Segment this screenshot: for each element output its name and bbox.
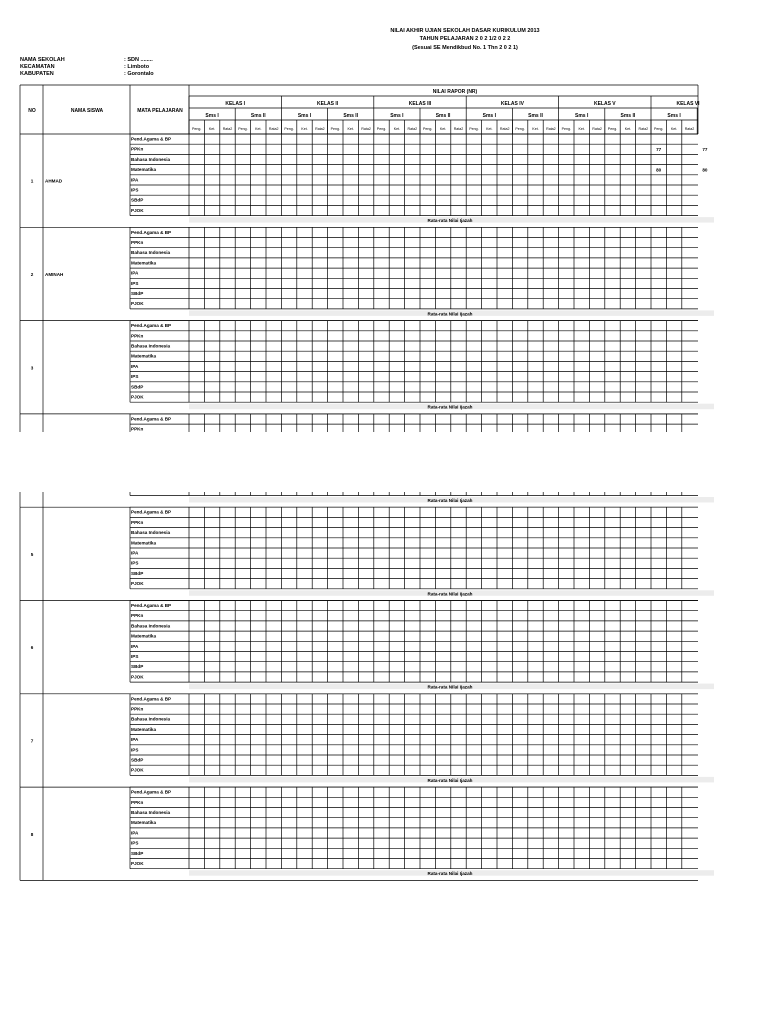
semester-header: Sms II xyxy=(343,113,359,119)
subject-label: PPKn xyxy=(131,706,144,712)
subject-label: Pend.Agama & BP xyxy=(131,323,172,329)
semester-header: Sms I xyxy=(390,113,404,119)
subcol-header: Rata2 xyxy=(268,127,279,131)
semester-header: Sms I xyxy=(482,113,496,119)
subcol-header: Rata2 xyxy=(684,127,695,131)
subject-label: PJOK xyxy=(131,207,144,213)
subcol-header: Ket. xyxy=(486,127,493,131)
subject-label: PPKn xyxy=(131,426,144,432)
subject-label: Matematika xyxy=(131,167,157,173)
page-break xyxy=(0,902,768,958)
report-title: NILAI AKHIR UJIAN SEKOLAH DASAR KURIKULUM 2013 xyxy=(390,28,540,34)
student-no: 3 xyxy=(30,365,34,371)
subject-label: IPS xyxy=(131,187,139,193)
subcol-header: Rata2 xyxy=(546,127,556,131)
subject-label: Pend.Agama & BP xyxy=(131,509,172,515)
subject-label: SBdP xyxy=(131,664,144,670)
subcol-header: Peng. xyxy=(422,127,433,131)
nr-header: NILAI RAPOR (NR) xyxy=(432,89,478,95)
subject-label: PJOK xyxy=(131,581,144,587)
class-header: KELAS IV xyxy=(500,101,524,107)
subcol-header: Peng. xyxy=(561,127,572,131)
subject-label: IPS xyxy=(131,840,139,846)
subject-label: IPS xyxy=(131,280,139,286)
regulation-reference: (Sesuai SE Mendikbud No. 1 Thn 2 0 2 1) xyxy=(412,45,518,51)
subcol-header: Ket. xyxy=(301,127,308,131)
school-name-value: SDN ........ xyxy=(127,57,153,63)
student-name: AHMAD xyxy=(45,178,63,184)
subcol-header: Ket. xyxy=(208,127,216,131)
rata-rata-label: Rata-rata Nilai Ijazah xyxy=(427,684,473,690)
subject-label: IPA xyxy=(131,830,139,836)
school-name-label: NAMA SEKOLAH xyxy=(20,57,65,63)
regency-value: Gorontalo xyxy=(127,71,154,77)
subject-label: SBdP xyxy=(131,757,144,763)
regency-label: KABUPATEN xyxy=(20,71,54,77)
class-header: KELAS II xyxy=(317,101,339,107)
subject-label: Pend.Agama & BP xyxy=(131,603,172,608)
subject-label: SBdP xyxy=(131,850,144,856)
school-name-row: NAMA SEKOLAH : SDN ........ xyxy=(20,57,153,63)
rata-rata-label: Rata-rata Nilai Ijazah xyxy=(427,591,473,597)
subject-label: PPKn xyxy=(131,613,144,619)
subject-label: IPA xyxy=(131,737,139,743)
district-label: KECAMATAN xyxy=(20,64,55,70)
subject-label: IPA xyxy=(131,643,139,649)
academic-year: TAHUN PELAJARAN 2 0 2 1/2 0 2 2 xyxy=(419,36,511,42)
subject-label: PPKn xyxy=(131,146,144,152)
subcol-header: Ket. xyxy=(670,127,678,131)
student-name: AMINAH xyxy=(45,271,64,277)
subject-label: SBdP xyxy=(131,291,144,296)
subject-label: PPKn xyxy=(131,333,144,339)
grade-value: 77 xyxy=(656,147,662,153)
rata-rata-label: Rata-rata Nilai Ijazah xyxy=(427,498,473,503)
subcol-header: Rata2 xyxy=(592,127,602,131)
subject-label: Pend.Agama & BP xyxy=(131,789,172,795)
subcol-header: Ket. xyxy=(255,127,262,131)
student-no: 1 xyxy=(30,178,34,184)
rata-rata-label: Rata-rata Nilai Ijazah xyxy=(427,777,473,783)
semester-header: Sms II xyxy=(435,113,451,119)
semester-header: Sms II xyxy=(528,113,543,119)
subject-label: Pend.Agama & BP xyxy=(131,416,172,422)
subcol-header: Peng. xyxy=(469,127,479,131)
class-header: KELAS VI xyxy=(676,101,700,107)
class-header: KELAS III xyxy=(408,101,432,107)
subject-label: IPA xyxy=(131,550,139,556)
subject-label: SBdP xyxy=(131,570,144,576)
subject-label: Matematika xyxy=(131,260,157,266)
subcol-header: Rata2 xyxy=(222,127,233,131)
subcol-header: Ket. xyxy=(439,127,447,131)
subcol-header: Ket. xyxy=(578,127,585,131)
subject-label: Matematika xyxy=(131,726,157,732)
subject-label: SBdP xyxy=(131,384,144,390)
semester-header: Sms I xyxy=(575,113,589,119)
subcol-header: Ket. xyxy=(624,127,632,131)
subcol-header: Rata2 xyxy=(638,127,649,131)
grade-value: 80 xyxy=(702,167,708,173)
subject-label: PJOK xyxy=(131,674,144,680)
subcol-header: Ket. xyxy=(532,127,539,131)
subject-label: SBdP xyxy=(131,197,144,203)
subject-label: Matematika xyxy=(131,633,157,639)
subcol-header: Peng. xyxy=(284,127,294,131)
subject-label: Bahasa Indonesia xyxy=(131,343,171,349)
subject-label: PJOK xyxy=(131,767,144,773)
rata-rata-label: Rata-rata Nilai Ijazah xyxy=(427,311,473,317)
page-break xyxy=(0,432,768,492)
subject-label: Pend.Agama & BP xyxy=(131,229,172,235)
subcol-header: Rata2 xyxy=(361,127,371,131)
subcol-header: Ket. xyxy=(393,127,401,131)
subject-label: IPS xyxy=(131,747,139,753)
subject-label: PJOK xyxy=(131,394,144,400)
district-row: KECAMATAN : Limboto xyxy=(20,64,150,70)
subject-label: IPS xyxy=(131,374,139,380)
semester-header: Sms I xyxy=(667,113,681,119)
subcol-header: Rata2 xyxy=(407,127,418,131)
subcol-header: Ket. xyxy=(347,127,354,131)
subcol-header: Peng. xyxy=(515,127,525,131)
subject-label: PPKn xyxy=(131,799,144,805)
semester-header: Sms I xyxy=(297,113,312,119)
regency-row: KABUPATEN : Gorontalo xyxy=(20,71,154,77)
rata-rata-label: Rata-rata Nilai Ijazah xyxy=(427,871,473,877)
subject-label: Matematika xyxy=(131,540,157,546)
subcol-header: Peng. xyxy=(607,127,618,131)
subcol-header: Peng. xyxy=(330,127,341,131)
subject-label: Matematika xyxy=(131,820,157,826)
subject-label: Bahasa Indonesia xyxy=(131,156,171,162)
grade-value: 77 xyxy=(702,147,708,153)
semester-header: Sms II xyxy=(250,113,266,119)
subject-label: Bahasa Indonesia xyxy=(131,716,171,722)
subject-label: PJOK xyxy=(131,861,144,866)
rata-rata-label: Rata-rata Nilai Ijazah xyxy=(427,404,473,410)
subcol-header: Peng. xyxy=(653,127,664,131)
rata-rata-label: Rata-rata Nilai Ijazah xyxy=(427,218,473,224)
subject-label: Bahasa Indonesia xyxy=(131,623,171,629)
student-no: 6 xyxy=(30,645,34,651)
class-header: KELAS V xyxy=(593,101,616,107)
subject-label: Pend.Agama & BP xyxy=(131,696,172,702)
subcol-header: Peng. xyxy=(191,127,202,131)
subject-label: Bahasa Indonesia xyxy=(131,530,171,536)
subcol-header: Peng. xyxy=(376,127,387,131)
subject-label: IPS xyxy=(131,654,139,659)
student-no: 8 xyxy=(30,831,34,837)
semester-header: Sms I xyxy=(205,113,219,119)
col-subject-header: MATA PELAJARAN xyxy=(137,108,183,114)
subject-label: IPA xyxy=(131,270,139,276)
student-no: 2 xyxy=(30,271,34,277)
subject-label: IPS xyxy=(131,560,139,566)
col-no-header: NO xyxy=(28,108,36,114)
semester-header: Sms II xyxy=(620,113,636,119)
subject-label: PJOK xyxy=(131,301,144,307)
subject-label: Matematika xyxy=(131,353,157,359)
subject-label: IPA xyxy=(131,177,139,183)
district-value: Limboto xyxy=(127,64,150,70)
subcol-header: Peng. xyxy=(238,127,248,131)
col-name-header: NAMA SISWA xyxy=(70,108,104,114)
class-header: KELAS I xyxy=(225,101,246,107)
subject-label: Pend.Agama & BP xyxy=(131,136,172,142)
student-no: 5 xyxy=(30,551,34,557)
subject-label: Bahasa Indonesia xyxy=(131,250,171,256)
subcol-header: Rata2 xyxy=(315,127,325,131)
subcol-header: Rata2 xyxy=(453,127,464,131)
grade-value: 80 xyxy=(656,167,662,173)
subcol-header: Rata2 xyxy=(499,127,510,131)
subject-label: PPKn xyxy=(131,240,144,245)
subject-label: Bahasa Indonesia xyxy=(131,810,171,815)
subject-label: IPA xyxy=(131,363,139,369)
student-no: 7 xyxy=(30,738,34,744)
subject-label: PPKn xyxy=(131,519,144,525)
